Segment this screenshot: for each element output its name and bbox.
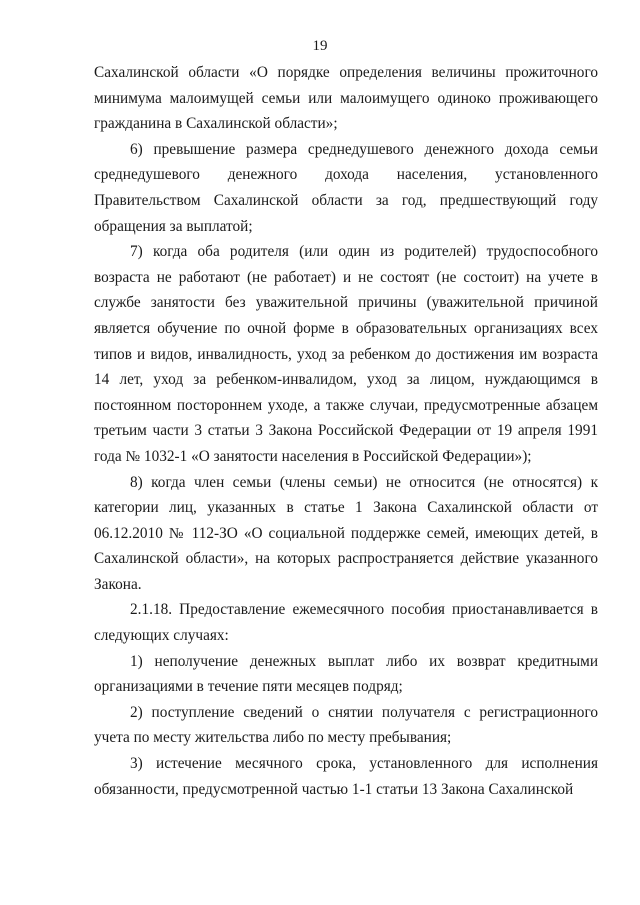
paragraph-section-2-1-18: 2.1.18. Предоставление ежемесячного пособия приостанавливается в следующих случаях:: [94, 601, 598, 645]
paragraph-suspension-item-2: 2) поступление сведений о снятии получателя с регистрационного учета по месту жительства либо по месту пребывания;: [94, 703, 598, 747]
paragraph-suspension-item-1: 1) неполучение денежных выплат либо их возврат кредитными организациями в течение пяти месяцев подряд;: [94, 652, 598, 696]
paragraph-item-7: 7) когда оба родителя (или один из родителей) трудоспособного возраста не работают (не работает) и не состоят (не состоит) на учете в службе занятости без уважительной причины (уважительной причиной является обучение по очной форме в образовательных организациях всех типов и видов, инвалидность, уход за ребенком до достижения им возраста 14 лет, уход за ребенком-инвалидом, уход за лицом, нуждающимся в постоянном постороннем уходе, а также случаи, предусмотренные абзацем третьим части 3 статьи 3 Закона Российской Федерации от 19 апреля 1991 года № 1032-1 «О занятости населения в Российской Федерации»);: [94, 243, 598, 465]
page-number: 19: [312, 38, 328, 54]
paragraph-suspension-item-3: 3) истечение месячного срока, установленного для исполнения обязанности, предусмотренной частью 1-1 статьи 13 Закона Сахалинской: [94, 755, 598, 798]
document-body: [94, 60, 598, 802]
paragraph-continuation: Сахалинской области «О порядке определения величины прожиточного минимума малоимущей семьи или малоимущего одиноко проживающего гражданина в Сахалинской области»;: [94, 64, 598, 133]
paragraph-item-6: 6) превышение размера среднедушевого денежного дохода семьи среднедушевого денежного дохода населения, установленного Правительством Сахалинской области за год, предшествующий году обращения за выплатой;: [94, 140, 598, 235]
paragraph-item-8: 8) когда член семьи (члены семьи) не относится (не относятся) к категории лиц, указанных в статье 1 Закона Сахалинской области от 06.12.2010 № 112-ЗО «О социальной поддержке семей, имеющих детей, в Сахалинской области», на которых распространяется действие указанного Закона.: [94, 473, 598, 593]
